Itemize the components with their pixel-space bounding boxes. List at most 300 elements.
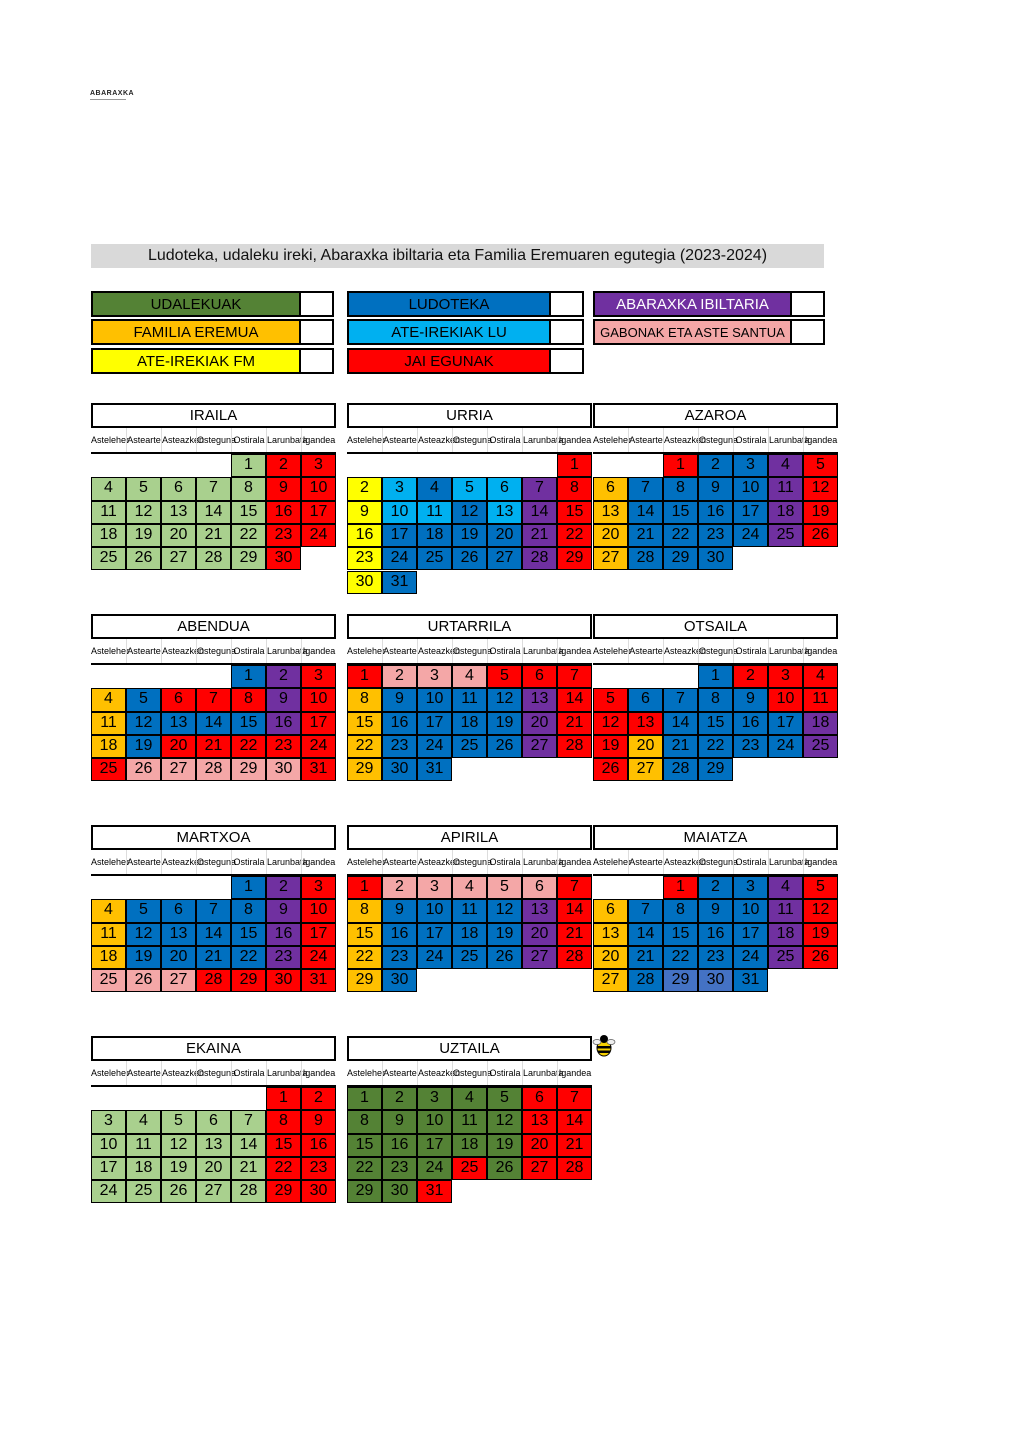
day-cell: 14	[557, 688, 592, 711]
day-cell: 27	[628, 758, 663, 781]
day-grid	[91, 876, 336, 1016]
weekday-label: Osteguna	[196, 850, 231, 874]
weekday-label: Igandea	[301, 1061, 336, 1085]
day-cell: 2	[347, 477, 382, 500]
day-cell: 16	[382, 712, 417, 735]
weekday-label: Osteguna	[452, 1061, 487, 1085]
day-grid	[347, 876, 592, 1016]
day-cell: 29	[231, 758, 266, 781]
day-cell: 7	[663, 688, 698, 711]
day-cell: 1	[663, 876, 698, 899]
day-cell: 14	[196, 712, 231, 735]
day-cell: 12	[452, 501, 487, 524]
day-cell: 9	[266, 899, 301, 922]
day-cell: 30	[382, 758, 417, 781]
day-cell: 21	[557, 923, 592, 946]
day-cell: 17	[382, 524, 417, 547]
weekday-label: Ostirala	[733, 850, 768, 874]
day-cell: 16	[382, 1134, 417, 1157]
weekday-label: Ostirala	[487, 639, 522, 663]
day-cell: 23	[347, 547, 382, 570]
day-cell: 18	[803, 712, 838, 735]
day-cell: 21	[557, 712, 592, 735]
weekday-label: Asteazken	[161, 1061, 196, 1085]
day-cell: 22	[663, 524, 698, 547]
day-cell: 24	[91, 1180, 126, 1203]
weekday-label: Ostirala	[231, 428, 266, 452]
day-cell: 20	[487, 524, 522, 547]
day-cell: 9	[347, 501, 382, 524]
day-cell: 16	[266, 712, 301, 735]
day-cell: 5	[126, 688, 161, 711]
weekday-label: Osteguna	[196, 1061, 231, 1085]
page-title: Ludoteka, udaleku ireki, Abaraxka ibiltaria eta Familia Eremuaren egutegia (2023-2024)	[91, 244, 824, 268]
day-cell: 24	[768, 735, 803, 758]
day-cell: 28	[231, 1180, 266, 1203]
day-cell: 20	[161, 946, 196, 969]
day-cell: 7	[196, 477, 231, 500]
weekday-label: Larunbata	[522, 850, 557, 874]
day-cell: 28	[522, 547, 557, 570]
weekday-label: Igandea	[301, 850, 336, 874]
day-cell: 12	[803, 477, 838, 500]
weekday-label: Osteguna	[196, 639, 231, 663]
weekday-header	[91, 639, 336, 665]
day-cell: 12	[593, 712, 628, 735]
day-cell: 4	[91, 688, 126, 711]
day-cell: 14	[557, 899, 592, 922]
weekday-label: Osteguna	[196, 428, 231, 452]
day-cell: 1	[231, 454, 266, 477]
day-cell: 22	[231, 946, 266, 969]
day-cell: 12	[487, 1110, 522, 1133]
day-cell: 28	[196, 758, 231, 781]
day-cell: 15	[266, 1134, 301, 1157]
day-cell: 30	[347, 571, 382, 594]
day-cell: 17	[91, 1157, 126, 1180]
day-cell: 17	[301, 501, 336, 524]
day-cell: 8	[231, 688, 266, 711]
weekday-label: Ostirala	[231, 850, 266, 874]
day-cell: 24	[382, 547, 417, 570]
day-cell: 18	[91, 946, 126, 969]
weekday-label: Osteguna	[452, 428, 487, 452]
weekday-header	[347, 850, 592, 876]
day-cell: 9	[382, 688, 417, 711]
day-cell: 26	[126, 547, 161, 570]
month-azaroa	[593, 403, 838, 594]
day-cell: 22	[347, 735, 382, 758]
day-cell: 7	[231, 1110, 266, 1133]
day-cell: 5	[126, 477, 161, 500]
weekday-header	[91, 1061, 336, 1087]
day-cell: 8	[266, 1110, 301, 1133]
month-abendua	[91, 614, 336, 805]
day-cell: 31	[417, 758, 452, 781]
weekday-label: Asteleher	[91, 1068, 130, 1078]
day-cell: 10	[301, 688, 336, 711]
day-cell: 6	[161, 477, 196, 500]
day-cell: 8	[557, 477, 592, 500]
day-cell: 25	[768, 524, 803, 547]
legend-label: ABARAXKA IBILTARIA	[593, 291, 792, 317]
day-cell: 4	[768, 454, 803, 477]
day-grid	[593, 665, 838, 805]
day-cell: 18	[91, 735, 126, 758]
day-cell: 29	[698, 758, 733, 781]
day-cell: 3	[91, 1110, 126, 1133]
day-cell: 10	[91, 1134, 126, 1157]
weekday-label: Asteleher	[593, 646, 632, 656]
day-cell: 3	[417, 876, 452, 899]
weekday-label: Astearte	[628, 850, 663, 874]
day-cell: 11	[417, 501, 452, 524]
weekday-label: Asteazken	[161, 639, 196, 663]
day-cell: 21	[628, 524, 663, 547]
legend-item	[91, 291, 334, 317]
day-cell: 21	[196, 524, 231, 547]
day-cell: 14	[663, 712, 698, 735]
day-cell: 27	[522, 946, 557, 969]
day-cell: 10	[733, 899, 768, 922]
weekday-label: Ostirala	[487, 850, 522, 874]
day-cell: 17	[768, 712, 803, 735]
logo-underline	[90, 99, 126, 100]
day-cell: 1	[231, 876, 266, 899]
day-cell: 20	[628, 735, 663, 758]
weekday-header	[593, 428, 838, 454]
day-cell: 10	[301, 477, 336, 500]
day-cell: 10	[417, 688, 452, 711]
weekday-label: Asteazken	[161, 850, 196, 874]
day-cell: 27	[593, 969, 628, 992]
day-cell: 15	[347, 712, 382, 735]
day-grid	[91, 454, 336, 594]
weekday-label: Asteazken	[417, 850, 452, 874]
day-cell: 7	[557, 876, 592, 899]
month-name: URTARRILA	[347, 614, 592, 639]
weekday-label: Asteleher	[347, 1068, 386, 1078]
day-cell: 4	[91, 477, 126, 500]
day-cell: 25	[452, 1157, 487, 1180]
day-cell: 7	[522, 477, 557, 500]
month-name: EKAINA	[91, 1036, 336, 1061]
weekday-label: Osteguna	[452, 850, 487, 874]
day-cell: 12	[126, 923, 161, 946]
day-cell: 12	[126, 712, 161, 735]
day-cell: 26	[803, 946, 838, 969]
legend-checkbox	[301, 319, 334, 345]
weekday-header	[91, 850, 336, 876]
day-cell: 11	[91, 923, 126, 946]
day-cell: 21	[196, 735, 231, 758]
legend-item	[593, 291, 825, 317]
day-cell: 22	[557, 524, 592, 547]
day-cell: 15	[347, 923, 382, 946]
day-cell: 19	[487, 923, 522, 946]
day-cell: 30	[266, 547, 301, 570]
day-cell: 21	[231, 1157, 266, 1180]
day-cell: 23	[301, 1157, 336, 1180]
legend-label: JAI EGUNAK	[347, 348, 551, 374]
day-cell: 24	[301, 946, 336, 969]
month-name: IRAILA	[91, 403, 336, 428]
day-cell: 17	[417, 1134, 452, 1157]
month-ekaina	[91, 1036, 336, 1227]
day-cell: 26	[126, 758, 161, 781]
day-cell: 3	[768, 665, 803, 688]
day-cell: 8	[663, 477, 698, 500]
month-iraila	[91, 403, 336, 594]
day-cell: 30	[266, 969, 301, 992]
day-cell: 31	[301, 969, 336, 992]
day-cell: 13	[522, 899, 557, 922]
day-cell: 20	[161, 735, 196, 758]
day-cell: 16	[698, 923, 733, 946]
weekday-label: Igandea	[803, 428, 838, 452]
day-cell: 12	[126, 501, 161, 524]
day-cell: 10	[301, 899, 336, 922]
day-cell: 4	[768, 876, 803, 899]
day-cell: 31	[733, 969, 768, 992]
month-urtarrila	[347, 614, 592, 805]
day-cell: 15	[231, 712, 266, 735]
weekday-label: Igandea	[301, 639, 336, 663]
day-cell: 10	[417, 899, 452, 922]
legend-label: UDALEKUAK	[91, 291, 301, 317]
day-cell: 3	[301, 454, 336, 477]
day-grid	[91, 665, 336, 805]
month-martxoa	[91, 825, 336, 1016]
day-cell: 22	[663, 946, 698, 969]
day-cell: 31	[382, 571, 417, 594]
month-name: AZAROA	[593, 403, 838, 428]
day-cell: 6	[593, 899, 628, 922]
weekday-label: Asteazken	[663, 850, 698, 874]
month-name: OTSAILA	[593, 614, 838, 639]
day-cell: 29	[347, 969, 382, 992]
day-cell: 23	[382, 735, 417, 758]
day-cell: 26	[803, 524, 838, 547]
weekday-label: Asteazken	[161, 428, 196, 452]
day-grid	[91, 1087, 336, 1227]
weekday-label: Astearte	[382, 639, 417, 663]
day-cell: 8	[347, 688, 382, 711]
day-cell: 1	[347, 1087, 382, 1110]
day-cell: 30	[301, 1180, 336, 1203]
weekday-label: Astearte	[382, 850, 417, 874]
day-cell: 2	[382, 876, 417, 899]
month-apirila	[347, 825, 592, 1016]
day-cell: 11	[126, 1134, 161, 1157]
day-cell: 6	[487, 477, 522, 500]
day-cell: 29	[663, 547, 698, 570]
day-cell: 1	[347, 665, 382, 688]
day-cell: 23	[733, 735, 768, 758]
day-cell: 11	[91, 712, 126, 735]
day-cell: 15	[231, 501, 266, 524]
day-cell: 1	[698, 665, 733, 688]
day-cell: 30	[382, 1180, 417, 1203]
day-cell: 31	[301, 758, 336, 781]
day-cell: 15	[557, 501, 592, 524]
weekday-label: Asteleher	[347, 857, 386, 867]
day-cell: 18	[768, 923, 803, 946]
day-cell: 19	[803, 501, 838, 524]
day-cell: 3	[382, 477, 417, 500]
day-cell: 30	[698, 969, 733, 992]
day-cell: 5	[487, 1087, 522, 1110]
day-cell: 25	[417, 547, 452, 570]
day-cell: 8	[231, 477, 266, 500]
day-cell: 23	[266, 735, 301, 758]
day-cell: 18	[452, 923, 487, 946]
day-cell: 5	[803, 876, 838, 899]
weekday-label: Asteleher	[91, 857, 130, 867]
weekday-label: Asteazken	[417, 639, 452, 663]
weekday-label: Igandea	[557, 850, 592, 874]
day-cell: 27	[593, 547, 628, 570]
day-cell: 4	[126, 1110, 161, 1133]
day-cell: 13	[161, 501, 196, 524]
day-cell: 21	[557, 1134, 592, 1157]
day-grid	[347, 454, 592, 594]
weekday-label: Astearte	[126, 1061, 161, 1085]
weekday-label: Larunbata	[266, 1061, 301, 1085]
day-cell: 14	[196, 923, 231, 946]
weekday-label: Igandea	[803, 850, 838, 874]
day-cell: 9	[301, 1110, 336, 1133]
day-cell: 20	[196, 1157, 231, 1180]
day-cell: 25	[91, 758, 126, 781]
day-cell: 3	[301, 876, 336, 899]
day-cell: 25	[452, 735, 487, 758]
weekday-label: Larunbata	[522, 428, 557, 452]
day-cell: 20	[593, 524, 628, 547]
day-cell: 11	[768, 899, 803, 922]
day-cell: 3	[417, 1087, 452, 1110]
weekday-label: Larunbata	[266, 428, 301, 452]
weekday-label: Osteguna	[698, 639, 733, 663]
day-cell: 20	[522, 712, 557, 735]
day-cell: 30	[698, 547, 733, 570]
day-cell: 4	[452, 1087, 487, 1110]
legend-label: FAMILIA EREMUA	[91, 319, 301, 345]
day-cell: 5	[803, 454, 838, 477]
day-cell: 11	[768, 477, 803, 500]
weekday-label: Asteazken	[663, 428, 698, 452]
day-cell: 27	[522, 735, 557, 758]
weekday-label: Igandea	[301, 428, 336, 452]
day-cell: 22	[347, 1157, 382, 1180]
day-cell: 14	[628, 501, 663, 524]
weekday-header	[347, 1061, 592, 1087]
day-cell: 25	[803, 735, 838, 758]
weekday-label: Ostirala	[487, 428, 522, 452]
weekday-header	[347, 428, 592, 454]
day-cell: 13	[487, 501, 522, 524]
day-cell: 23	[266, 946, 301, 969]
day-cell: 10	[417, 1110, 452, 1133]
day-cell: 29	[231, 969, 266, 992]
day-cell: 9	[733, 688, 768, 711]
day-cell: 17	[301, 923, 336, 946]
day-cell: 29	[557, 547, 592, 570]
day-cell: 16	[698, 501, 733, 524]
weekday-label: Larunbata	[768, 639, 803, 663]
day-cell: 17	[417, 712, 452, 735]
legend-checkbox	[551, 348, 584, 374]
day-cell: 12	[803, 899, 838, 922]
weekday-label: Asteleher	[593, 435, 632, 445]
day-cell: 7	[196, 688, 231, 711]
day-cell: 1	[663, 454, 698, 477]
weekday-label: Osteguna	[698, 850, 733, 874]
day-cell: 21	[663, 735, 698, 758]
legend-item	[347, 319, 584, 345]
day-cell: 24	[301, 735, 336, 758]
legend-label: LUDOTEKA	[347, 291, 551, 317]
day-cell: 26	[487, 735, 522, 758]
month-uztaila	[347, 1036, 592, 1227]
legend-item	[91, 319, 334, 345]
day-cell: 24	[417, 946, 452, 969]
month-otsaila	[593, 614, 838, 805]
day-cell: 28	[557, 735, 592, 758]
day-cell: 25	[91, 969, 126, 992]
day-cell: 15	[698, 712, 733, 735]
day-cell: 2	[698, 454, 733, 477]
day-cell: 12	[487, 899, 522, 922]
day-cell: 15	[347, 1134, 382, 1157]
day-cell: 28	[557, 946, 592, 969]
day-cell: 9	[266, 688, 301, 711]
day-cell: 13	[593, 923, 628, 946]
day-cell: 10	[382, 501, 417, 524]
legend-item	[347, 291, 584, 317]
day-cell: 2	[698, 876, 733, 899]
day-cell: 5	[126, 899, 161, 922]
day-grid	[347, 665, 592, 805]
day-cell: 20	[161, 524, 196, 547]
day-cell: 19	[126, 946, 161, 969]
day-cell: 6	[593, 477, 628, 500]
legend-checkbox	[301, 291, 334, 317]
day-cell: 3	[733, 454, 768, 477]
day-cell: 14	[628, 923, 663, 946]
weekday-label: Larunbata	[768, 428, 803, 452]
day-cell: 3	[733, 876, 768, 899]
day-cell: 19	[126, 735, 161, 758]
day-cell: 21	[628, 946, 663, 969]
day-cell: 11	[91, 501, 126, 524]
day-cell: 28	[557, 1157, 592, 1180]
day-cell: 22	[231, 735, 266, 758]
day-cell: 17	[301, 712, 336, 735]
day-cell: 21	[196, 946, 231, 969]
day-cell: 12	[487, 688, 522, 711]
weekday-label: Astearte	[628, 428, 663, 452]
day-cell: 27	[487, 547, 522, 570]
day-cell: 7	[196, 899, 231, 922]
day-cell: 6	[522, 1087, 557, 1110]
day-cell: 19	[126, 524, 161, 547]
day-cell: 17	[417, 923, 452, 946]
day-cell: 9	[382, 1110, 417, 1133]
day-cell: 7	[628, 899, 663, 922]
weekday-label: Asteazken	[417, 428, 452, 452]
day-cell: 23	[698, 946, 733, 969]
